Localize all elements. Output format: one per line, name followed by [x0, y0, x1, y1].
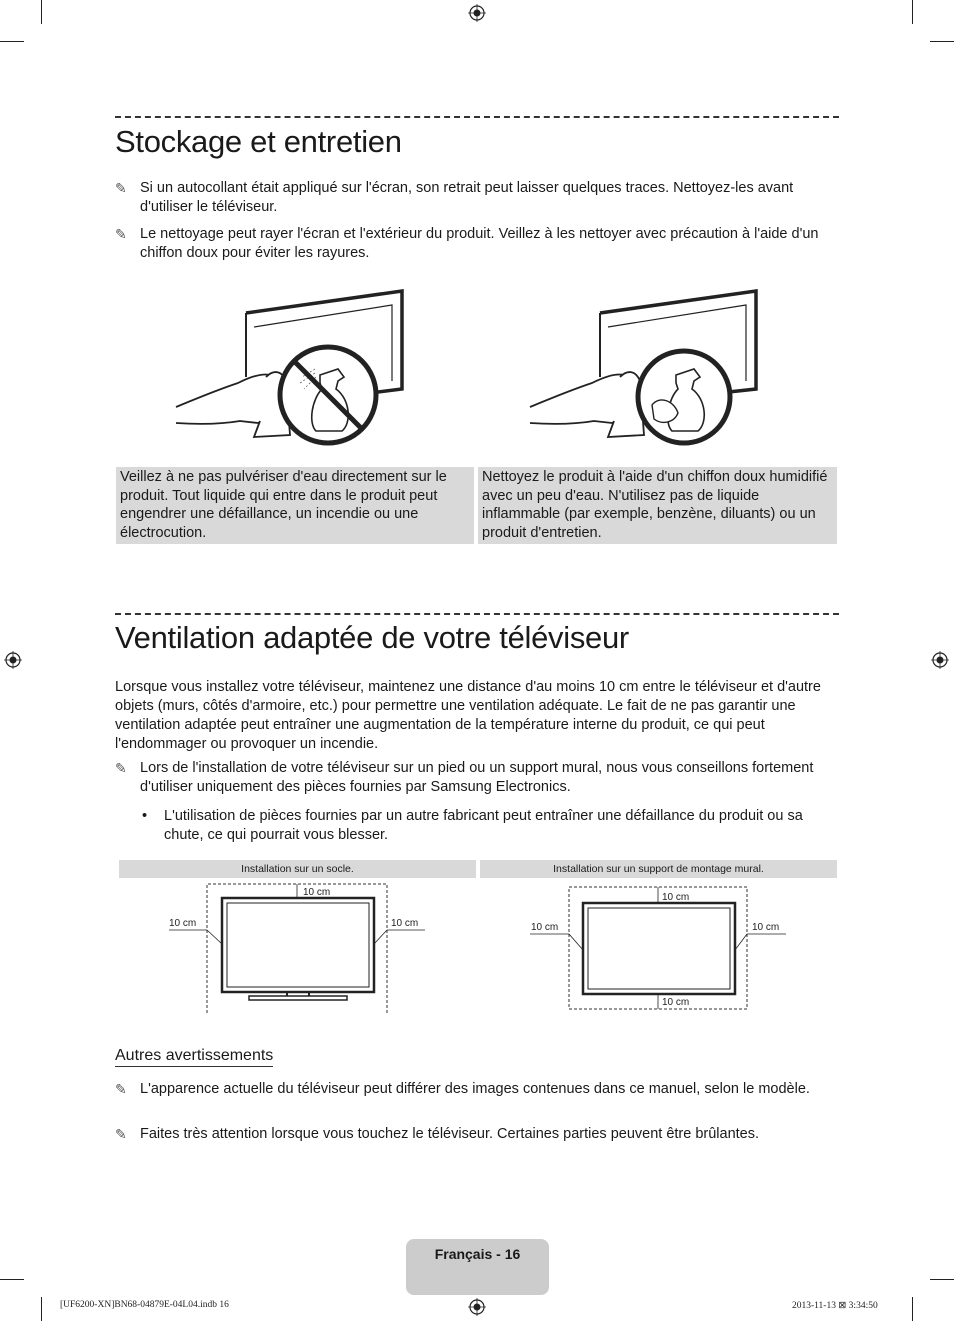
crosshair-registration-icon — [931, 651, 949, 669]
diagram-stand-installation — [119, 878, 476, 1013]
crosshair-registration-icon — [468, 4, 486, 22]
crop-mark — [41, 1297, 42, 1321]
subsection-title-other-warnings: Autres avertissements — [115, 1047, 273, 1067]
caption-no-spray: Veillez à ne pas pulvériser d'eau directement sur le produit. Tout liquide qui entre dans le produit peut engendrer une défaillance, un incendie ou une électrocution. — [116, 467, 474, 544]
note-item: ✎ Le nettoyage peut rayer l'écran et l'extérieur du produit. Veillez à les nettoyer avec précaution à l'aide d'un chiffon doux pour éviter les rayures. — [115, 226, 819, 261]
crop-mark — [930, 1279, 954, 1280]
distance-label-left: 10 cm — [531, 922, 559, 933]
bullet-dot-icon: • — [142, 808, 148, 824]
distance-label-top: 10 cm — [303, 887, 331, 898]
distance-label-bottom: 10 cm — [662, 997, 690, 1008]
ventilation-paragraph: Lorsque vous installez votre téléviseur, maintenez une distance d'au moins 10 cm entre le téléviseur et d'autre objets (murs, côtés d'armoire, etc.) pour permettre une ventilation adéquate. Le fait de ne pas garantir une ventilation adaptée peut entraîner une augmentation de la température interne du produit, ce qui peut l'endommager ou provoquer un incendie. — [115, 679, 821, 752]
distance-label-top: 10 cm — [662, 892, 690, 903]
pencil-note-icon: ✎ — [115, 760, 127, 776]
illustration-cloth-cleaning — [524, 285, 764, 455]
pencil-note-icon: ✎ — [115, 1081, 127, 1097]
diagram-wall-installation — [480, 878, 837, 1013]
bullet-item: • L'utilisation de pièces fournies par un autre fabricant peut entraîner une défaillance du produit ou sa chute, ce qui pourrait vous blesser. — [142, 808, 803, 843]
crop-mark — [0, 1279, 24, 1280]
note-item: ✎ L'apparence actuelle du téléviseur peut différer des images contenues dans ce manuel, selon le modèle. — [115, 1081, 810, 1097]
crosshair-registration-icon — [468, 1298, 486, 1316]
caption-cloth-cleaning: Nettoyez le produit à l'aide d'un chiffon doux humidifié avec un peu d'eau. N'utilisez pas de liquide inflammable (par exemple, benzène, diluants) ou un produit d'entretien. — [478, 467, 837, 544]
page-label: Français - 16 — [434, 1246, 521, 1262]
crop-mark — [0, 41, 24, 42]
pencil-note-icon: ✎ — [115, 180, 127, 196]
page-number-tab — [406, 1239, 549, 1295]
illustration-no-spray — [170, 285, 410, 455]
section-separator — [115, 116, 839, 118]
crop-mark — [41, 0, 42, 24]
pencil-note-icon: ✎ — [115, 1126, 127, 1142]
crop-mark — [912, 1297, 913, 1321]
pencil-note-icon: ✎ — [115, 226, 127, 242]
crosshair-registration-icon — [4, 651, 22, 669]
crop-mark — [912, 0, 913, 24]
note-item: ✎ Faites très attention lorsque vous touchez le téléviseur. Certaines parties peuvent être brûlantes. — [115, 1126, 760, 1142]
diagram-header-stand: Installation sur un socle. — [119, 860, 476, 878]
section-title-storage: Stockage et entretien — [115, 124, 402, 159]
distance-label-right: 10 cm — [752, 922, 780, 933]
crop-mark — [930, 41, 954, 42]
print-timestamp: 2013-11-13 ⊠ 3:34:50 — [792, 1301, 878, 1311]
distance-label-left: 10 cm — [169, 918, 197, 929]
note-item: ✎ Si un autocollant était appliqué sur l'écran, son retrait peut laisser quelques traces. Nettoyez-les avant d'utiliser le téléviseur. — [115, 180, 794, 215]
section-separator — [115, 613, 839, 615]
note-item: ✎ Lors de l'installation de votre téléviseur sur un pied ou un support mural, nous vous conseillons fortement d'utiliser uniquement des pièces fournies par Samsung Electronics. — [115, 760, 814, 795]
diagram-header-wall: Installation sur un support de montage mural. — [480, 860, 837, 878]
section-title-ventilation: Ventilation adaptée de votre téléviseur — [115, 620, 629, 655]
file-info: [UF6200-XN]BN68-04879E-04L04.indb 16 — [60, 1300, 229, 1310]
distance-label-right: 10 cm — [391, 918, 419, 929]
